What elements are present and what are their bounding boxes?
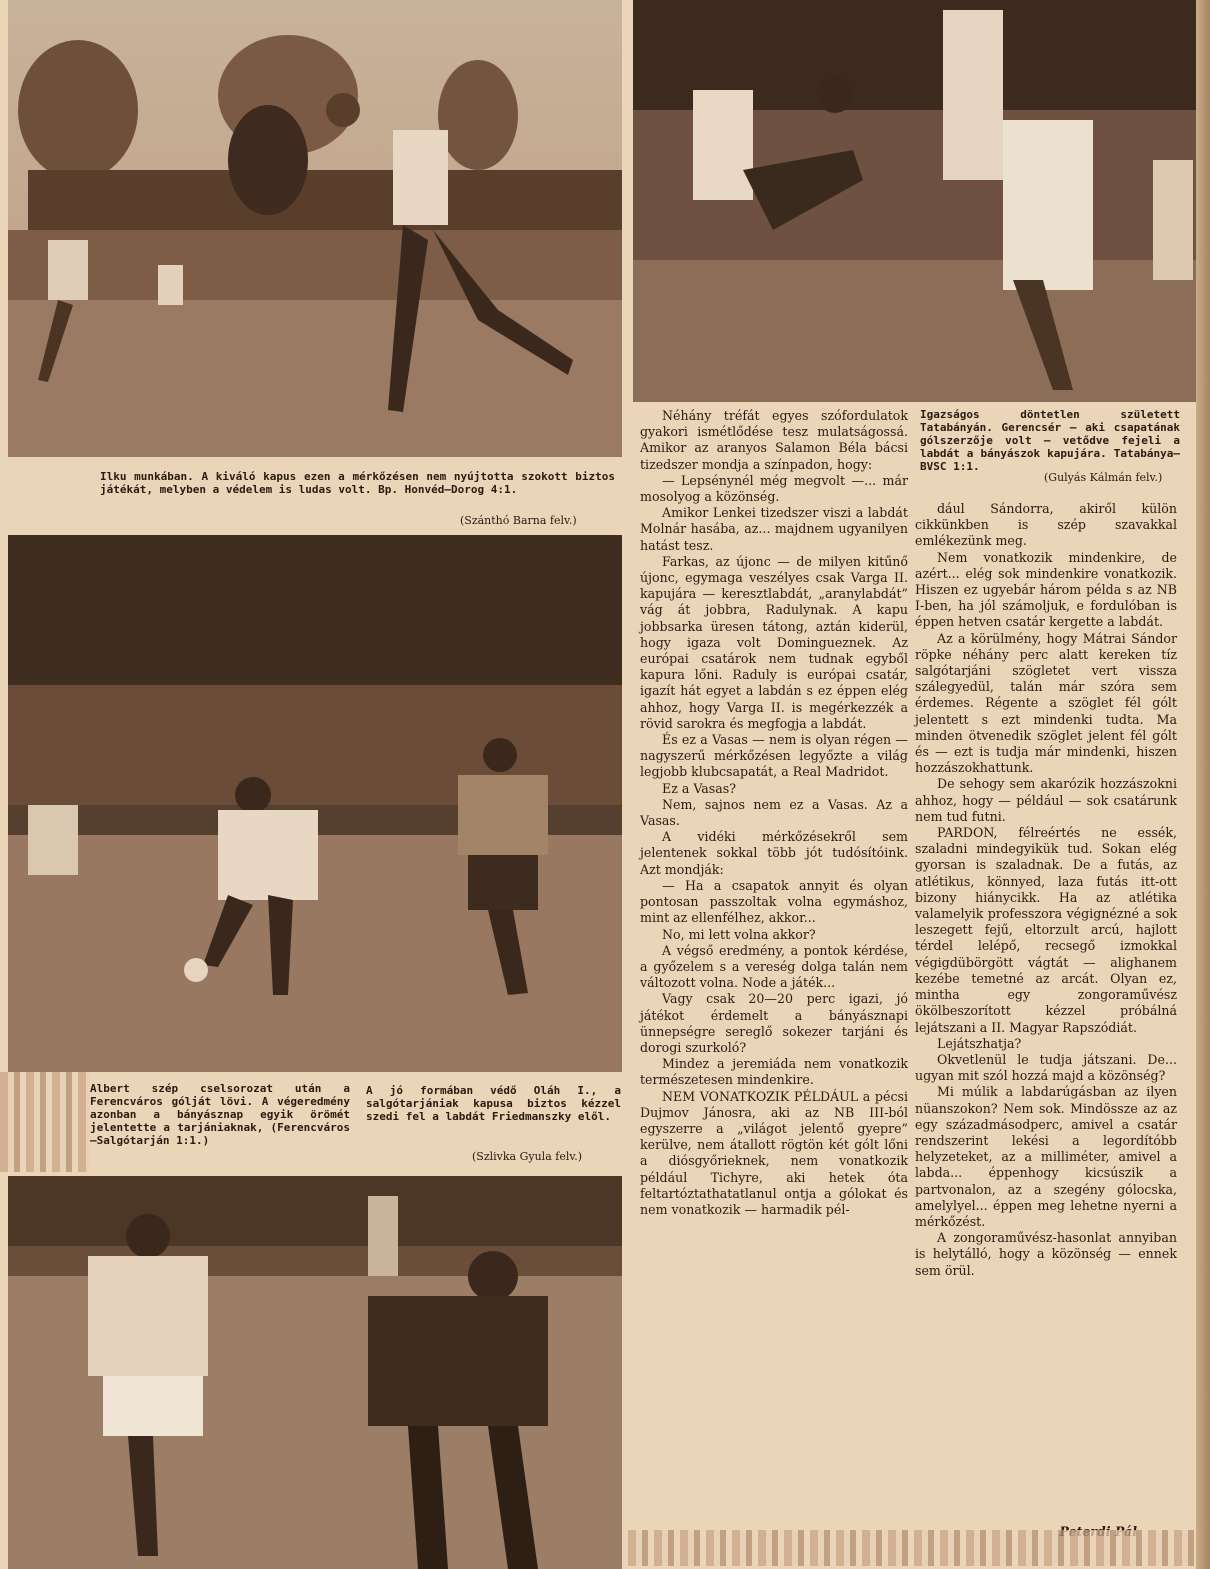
article-paragraph: No, mi lett volna akkor? [662, 926, 816, 942]
credit-top-left: (Szánthó Barna felv.) [460, 514, 577, 527]
caption-mid-left: Albert szép cselsorozat után a Ferencváros gólját lövi. A végeredmény azonban a bányásznap egyik örömét jelentette a tarjániaknak, (Ferencváros—Salgótarján 1:1.) [90, 1082, 350, 1147]
article-paragraph: Nem vonatkozik mindenkire, de azért... elég sok mindenkire vonatkozik. Hiszen ez ugyebár három példa s az NB I-ben, ha jól számoljuk, e fordulóban is éppen hetven csatár kergette a labdát. [915, 549, 1177, 630]
article-paragraph: Lejátszhatja? [937, 1035, 1022, 1051]
article-paragraph: Vagy csak 20—20 perc igazi, jó játékot érdemelt a bányásznapi ünnepségre sereglő sokezer tarjáni és dorogi szurkoló? [640, 991, 908, 1055]
caption-mid-right: A jó formában védő Oláh I., a salgótarjániak kapusa biztos kézzel szedi fel a labdát Friedmanszky elől. [366, 1084, 621, 1123]
article-paragraph: És ez a Vasas — nem is olyan régen — nagyszerű mérkőzésen legyőzte a világ legjobb klubcsapatát, a Real Madridot. [640, 732, 908, 780]
article-paragraph: Mi múlik a labdarúgásban az ilyen nüanszokon? Nem sok. Mindössze az az egy századmásodperc, amivel a csatár rendszerint lekési a legordítóbb helyzeteket, az a milliméter, amivel a labda... éppenhogy kicsúszik a partvonalon, az a szegény gólocska, amelylyel... éppen meg lehetne nyerni a mérkőzést. [915, 1084, 1177, 1229]
article-paragraph: — Ha a csapatok annyit és olyan pontosan passzoltak volna egymáshoz, mint az ellenfélhez, akkor... [640, 877, 908, 926]
article-paragraph: Néhány tréfát egyes szófordulatok gyakori ismétlődése tesz mulatságossá. Amikor az aranyos Salamon Béla bácsi tizedszer mondja a színpadon, hogy: [640, 408, 908, 472]
article-paragraph: Mindez a jeremiáda nem vonatkozik természetesen mindenkire. [640, 1056, 908, 1088]
decorative-border-left [0, 1072, 90, 1172]
article-column-2 [915, 501, 1177, 1279]
article-paragraph: — Lepsénynél még megvolt —... már mosolyog a közönség. [640, 472, 908, 505]
credit-top-right: (Gulyás Kálmán felv.) [1044, 471, 1163, 484]
article-paragraph: dául Sándorra, akiről külön cikkünkben is szép szavakkal emlékezünk meg. [915, 501, 1177, 549]
caption-top-right: Igazságos döntetlen született Tatabányán. Gerencsér — aki csapatának gólszerzője volt — vetődve fejeli a labdát a bányászok kapujára. Tatabánya—BVSC 1:1. [920, 408, 1180, 473]
credit-mid: (Szlivka Gyula felv.) [472, 1150, 583, 1163]
article-paragraph: A vidéki mérkőzésekről sem jelentenek sokkal több jót tudósítóink. Azt mondják: [640, 829, 908, 877]
article-paragraph: Farkas, az újonc — de milyen kitűnő újonc, egymaga veszélyes csak Varga II. kapujára — keresztlabdát, „aranylabdát” vág át jobbra, Radulynak. A kapu jobbsarka üresen tátong, aztán kiderül, hogy igaza volt Domingueznek. Az európai csatárok nem tudnak egyből kapura lőni. Raduly is európai csatár, igazít hát egyet a labdán s ez éppen elég ahhoz, hogy Varga II. is megérkezzék a rövid sarokra és megfogja a labdát. [640, 553, 908, 731]
page-spine [1196, 0, 1210, 1569]
article-column-1 [640, 408, 908, 1218]
article-paragraph: Az a körülmény, hogy Mátrai Sándor röpke néhány perc alatt kereken tíz salgótarjáni szögletet vert vissza szálegyedül, talán már szóra sem érdemes. Régente a szöglet fél gólt jelentett s ezt mindenki tudta. Ma minden ötvenedik szöglet jelent fél gólt és — ezt is tudja már mindenki, hiszen hozzászokhattunk. [915, 630, 1177, 776]
article-paragraph: Amikor Lenkei tizedszer viszi a labdát Molnár hasába, az... majdnem ugyanilyen hatást tesz. [640, 505, 908, 553]
photo-goalkeeper-ilku [8, 0, 622, 457]
article-paragraph: Ez a Vasas? [662, 780, 736, 796]
article-paragraph: Okvetlenül le tudja játszani. De... ugyan mit szól hozzá majd a közönség? [915, 1051, 1177, 1084]
decorative-border-bottom [628, 1530, 1198, 1566]
photo-olah-goalkeeper [8, 1176, 622, 1569]
article-paragraph: A végső eredmény, a pontok kérdése, a győzelem s a vereség dolga talán nem változott volna. Node a játék... [640, 942, 908, 991]
article-paragraph: De sehogy sem akarózik hozzászokni ahhoz, hogy — például — sok csatárunk nem tud futni. [915, 776, 1177, 824]
article-paragraph: PARDON, félreértés ne essék, szaladni mindegyikük tud. Sokan elég gyorsan is szaladnak. De a futás, az atlétikus, könnyed, laza futás itt-ott bizony hiánycikk. Ha az atlétika valamelyik professzora végignézné a sok leszegett fejű, eltorzult arcú, hajlott térdel lelépő, recsegő izmokkal végigdübörgött vágtát — alighanem kezébe temetné az arcát. Olyan ez, mintha egy zongoraművész ökölbeszorított kézzel próbálná lejátszani a II. Magyar Rapszódiát. [915, 825, 1177, 1035]
caption-top-left: Ilku munkában. A kiváló kapus ezen a mérkőzésen nem nyújtotta szokott biztos játékát, melyben a védelem is ludas volt. Bp. Honvéd—Dorog 4:1. [100, 470, 615, 496]
photo-header-gerencser [633, 0, 1196, 402]
article-paragraph: Nem, sajnos nem ez a Vasas. Az a Vasas. [640, 796, 908, 829]
photo-albert-shot [8, 535, 622, 1072]
article-paragraph: A zongoraművész-hasonlat annyiban is helytálló, hogy a közönség — ennek sem örül. [915, 1230, 1177, 1278]
article-paragraph: NEM VONATKOZIK PÉLDÁUL a pécsi Dujmov Jánosra, aki az NB III-ból egyszerre a „világot jelentő gyepre” kerülve, nem átallott rögtön két gólt lőni a diósgyőrieknek, nem vonatkozik például Tichyre, aki hetek óta feltartóztathatatlanul ontja a gólokat és nem vonatkozik — harmadik pél- [640, 1088, 908, 1217]
